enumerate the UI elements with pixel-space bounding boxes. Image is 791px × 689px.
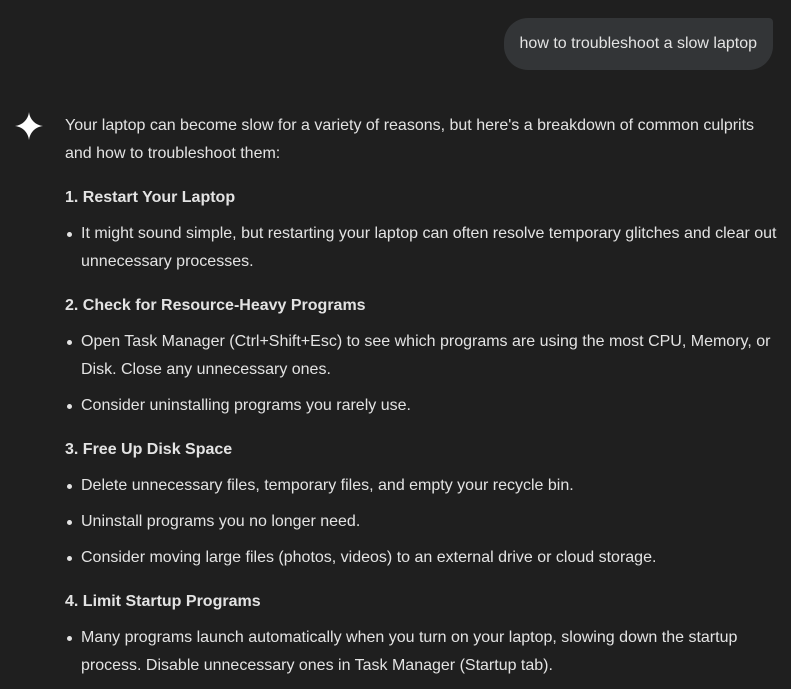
section-heading: 2. Check for Resource-Heavy Programs (65, 297, 366, 314)
sparkle-icon (13, 110, 45, 142)
response-intro: Your laptop can become slow for a variety of reasons, but here's a breakdown of common culprits and how to troubleshoot them: (65, 117, 755, 162)
list-item: It might sound simple, but restarting your laptop can often resolve temporary glitches and clear out unnecessary processes. (65, 220, 785, 276)
section-bullet-list (65, 624, 785, 680)
list-item: Delete unnecessary files, temporary files, and empty your recycle bin. (65, 472, 785, 500)
list-item: Open Task Manager (Ctrl+Shift+Esc) to see which programs are using the most CPU, Memory, or Disk. Close any unnecessary ones. (65, 328, 785, 384)
list-item: Consider moving large files (photos, videos) to an external drive or cloud storage. (65, 544, 785, 572)
section-bullet-list (65, 328, 785, 420)
list-item: Consider uninstalling programs you rarely use. (65, 392, 785, 420)
section-heading: 3. Free Up Disk Space (65, 441, 233, 458)
list-item: Many programs launch automatically when you turn on your laptop, slowing down the startup process. Disable unnecessary ones in Task Manager (Startup tab). (65, 624, 785, 680)
section-bullet-list (65, 220, 785, 276)
list-item: Uninstall programs you no longer need. (65, 508, 785, 536)
user-message-text: how to troubleshoot a slow laptop (519, 35, 757, 52)
assistant-response (65, 112, 785, 689)
user-message-bubble (504, 18, 773, 70)
section-bullet-list (65, 472, 785, 572)
section-heading: 1. Restart Your Laptop (65, 189, 236, 206)
section-heading: 4. Limit Startup Programs (65, 593, 261, 610)
